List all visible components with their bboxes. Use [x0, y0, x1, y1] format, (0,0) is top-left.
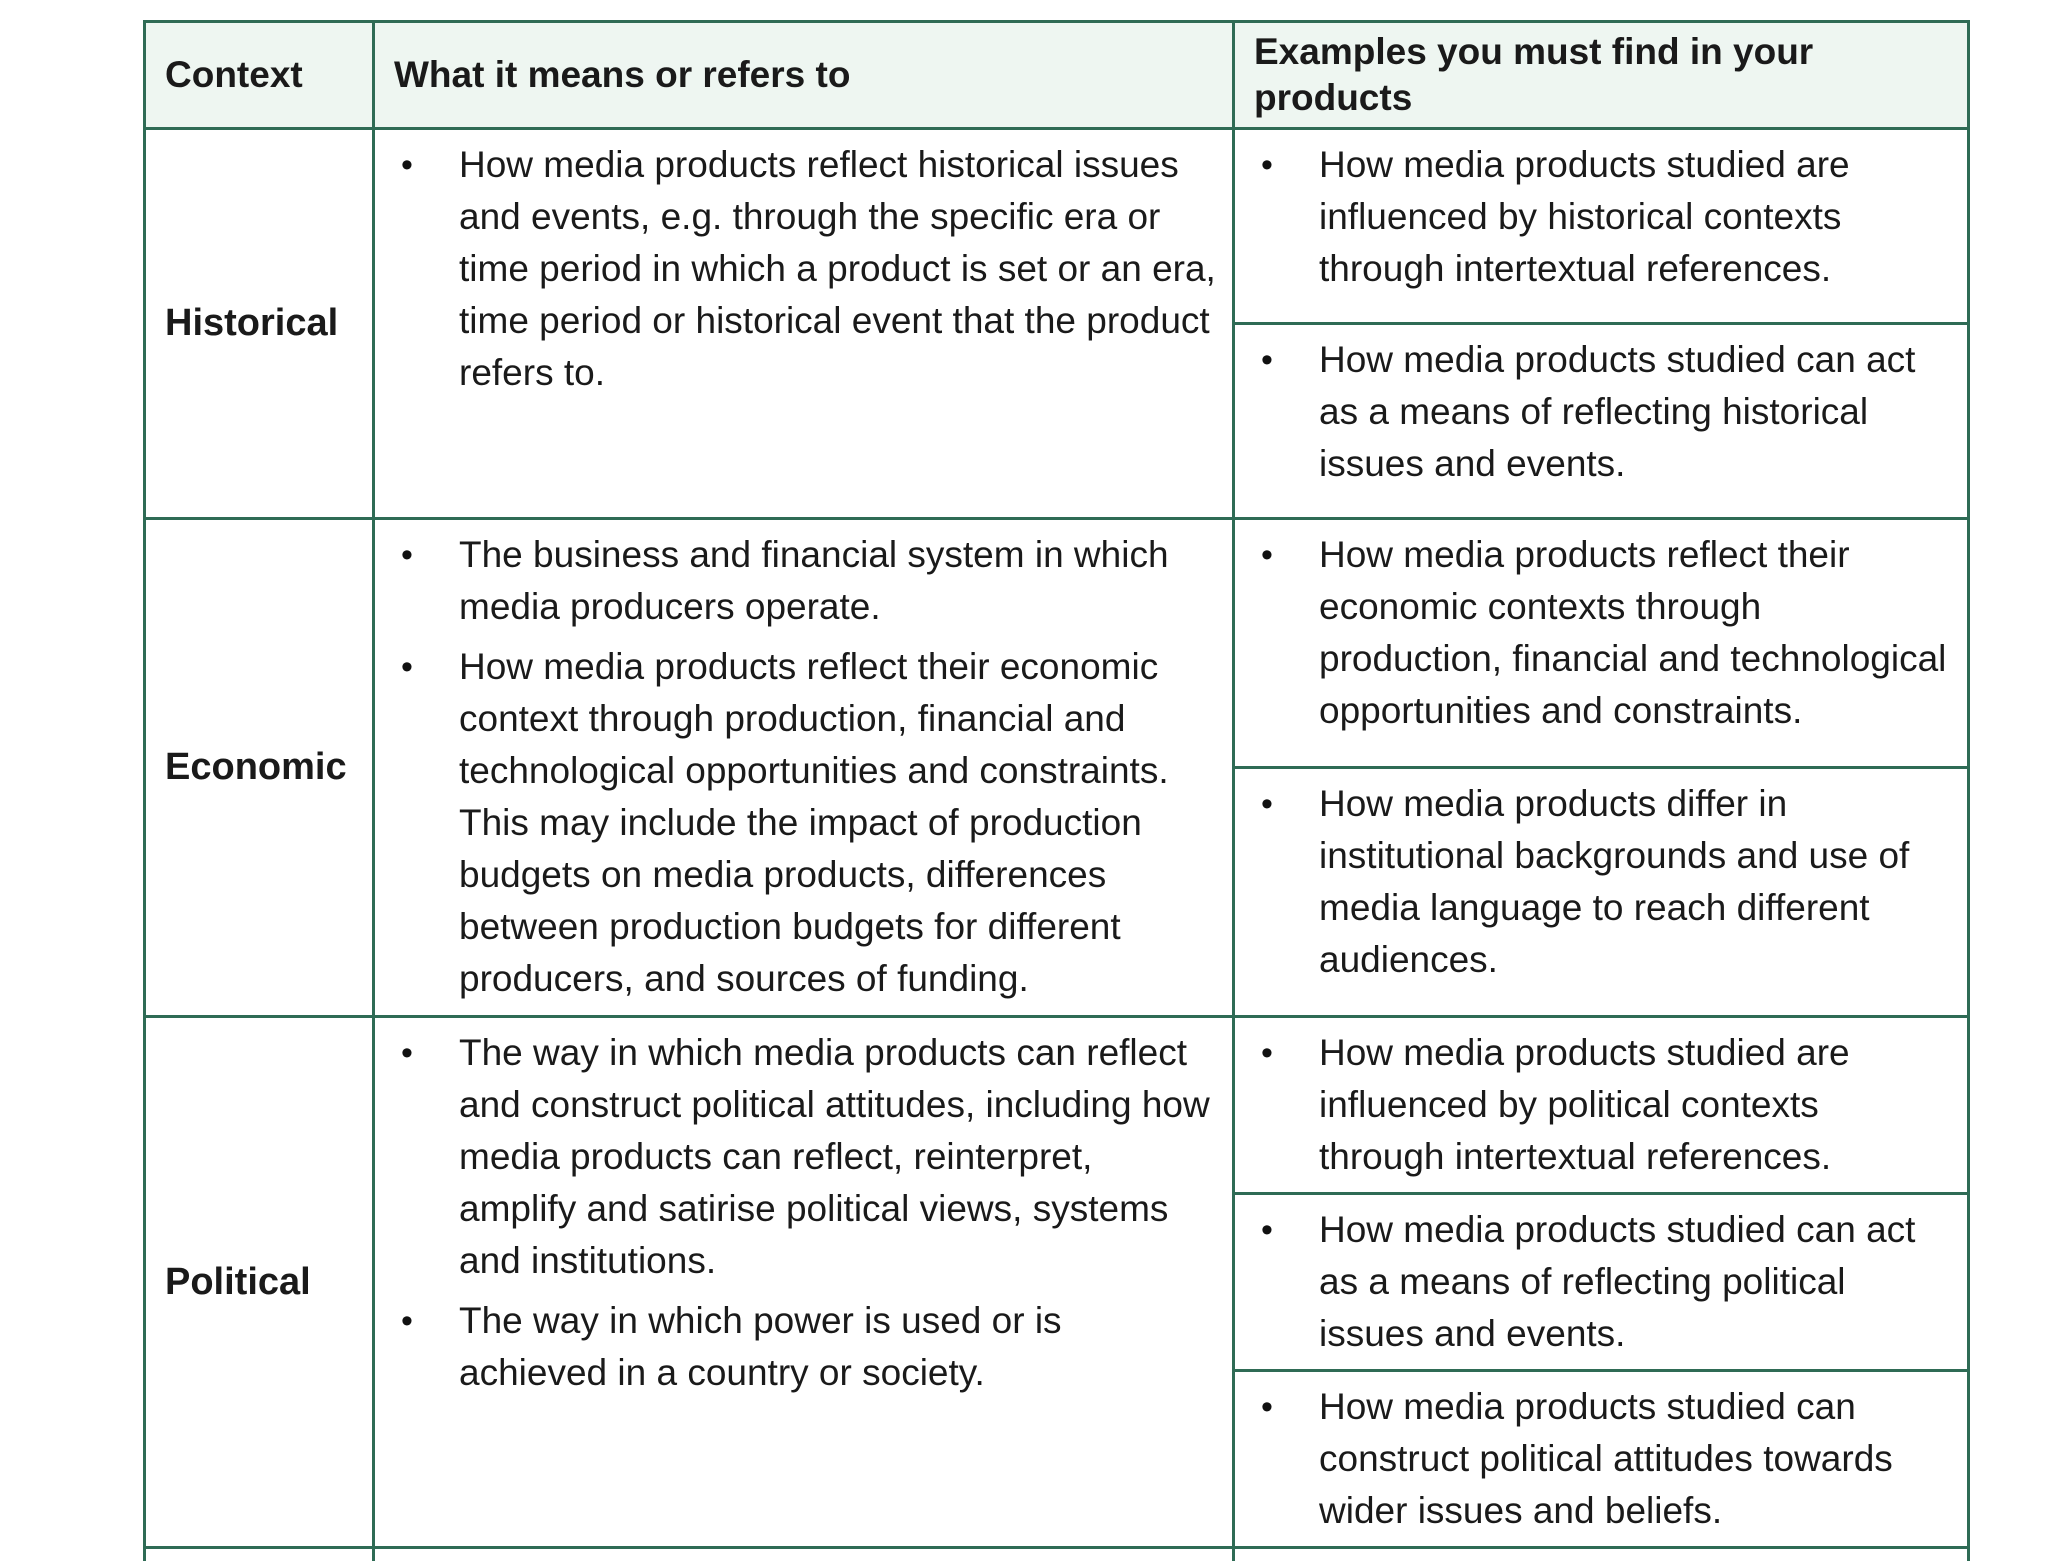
list-item	[1255, 529, 1951, 737]
example-text: How media products studied can act as a means of reflecting political issues and events.	[1319, 1209, 1915, 1354]
meaning-cell	[374, 129, 1234, 519]
bullet-icon: •	[1255, 1381, 1279, 1433]
context-label: Historical	[145, 129, 374, 519]
list-item	[1255, 334, 1951, 490]
example-text: How media products studied are influenced by historical contexts through intertextual references.	[1319, 144, 1850, 289]
cutoff-cell	[374, 1548, 1234, 1561]
header-examples: Examples you must find in your products	[1234, 22, 1969, 129]
meaning-text: The way in which media products can reflect and construct political attitudes, including how media products can reflect, reinterpret, amplify and satirise political views, systems and institutions.	[459, 1032, 1210, 1281]
context-label: Economic	[145, 519, 374, 1017]
example-cell	[1234, 1194, 1969, 1371]
table-row-economic	[145, 519, 1969, 768]
context-table	[143, 20, 1970, 1561]
list-item	[395, 1295, 1216, 1399]
example-cell	[1234, 129, 1969, 324]
meaning-cell	[374, 1017, 1234, 1548]
bullet-icon: •	[395, 1295, 419, 1347]
context-label: Political	[145, 1017, 374, 1548]
bullet-icon: •	[395, 139, 419, 191]
meaning-text: The way in which power is used or is achieved in a country or society.	[459, 1300, 1062, 1393]
header-row	[145, 22, 1969, 129]
example-cell	[1234, 768, 1969, 1017]
example-cell	[1234, 1371, 1969, 1548]
table-row-cutoff	[145, 1548, 1969, 1561]
example-text: How media products studied can construct political attitudes towards wider issues and beliefs.	[1319, 1386, 1893, 1531]
list-item	[1255, 139, 1951, 295]
table-row-political	[145, 1017, 1969, 1194]
header-context: Context	[145, 22, 374, 129]
example-text: How media products studied can act as a means of reflecting historical issues and events.	[1319, 339, 1915, 484]
list-item	[1255, 778, 1951, 986]
bullet-icon: •	[1255, 1204, 1279, 1256]
bullet-icon: •	[1255, 529, 1279, 581]
bullet-icon: •	[1255, 778, 1279, 830]
cutoff-cell	[1234, 1548, 1969, 1561]
example-cell	[1234, 324, 1969, 519]
list-item	[395, 641, 1216, 1005]
cutoff-cell	[145, 1548, 374, 1561]
meaning-text: How media products reflect their economic context through production, financial and technological opportunities and constraints. This may include the impact of production budgets on media products, differences between production budgets for different producers, and sources of funding.	[459, 646, 1169, 999]
bullet-icon: •	[1255, 334, 1279, 386]
meaning-text: How media products reflect historical issues and events, e.g. through the specific era or time period in which a product is set or an era, time period or historical event that the product refers to.	[459, 144, 1216, 393]
list-item	[395, 529, 1216, 633]
meaning-text: The business and financial system in which media producers operate.	[459, 534, 1169, 627]
header-meaning: What it means or refers to	[374, 22, 1234, 129]
bullet-icon: •	[1255, 1027, 1279, 1079]
list-item	[1255, 1027, 1951, 1183]
example-text: How media products differ in institutional backgrounds and use of media language to reach different audiences.	[1319, 783, 1909, 980]
meaning-cell	[374, 519, 1234, 1017]
list-item	[1255, 1381, 1951, 1537]
list-item	[395, 139, 1216, 399]
example-cell	[1234, 1017, 1969, 1194]
example-text: How media products reflect their economic contexts through production, financial and technological opportunities and constraints.	[1319, 534, 1946, 731]
bullet-icon: •	[1255, 139, 1279, 191]
bullet-icon: •	[395, 529, 419, 581]
bullet-icon: •	[395, 1027, 419, 1079]
list-item	[1255, 1204, 1951, 1360]
table-row-historical	[145, 129, 1969, 324]
bullet-icon: •	[395, 641, 419, 693]
example-text: How media products studied are influenced by political contexts through intertextual references.	[1319, 1032, 1850, 1177]
example-cell	[1234, 519, 1969, 768]
list-item	[395, 1027, 1216, 1287]
